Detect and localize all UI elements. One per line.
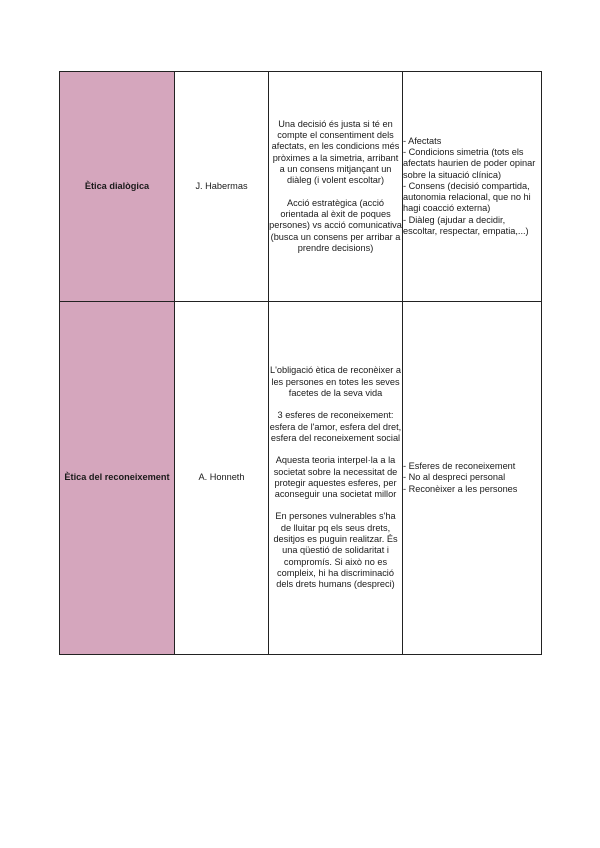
ethics-table xyxy=(59,71,542,655)
author-cell: A. Honneth xyxy=(175,302,269,655)
description-cell xyxy=(269,72,403,302)
key-points-cell xyxy=(403,302,542,655)
key-point: - Reconèixer a les persones xyxy=(403,483,518,494)
description-paragraph: L'obligació ètica de reconèixer a les persones en totes les seves facetes de la seva vida xyxy=(270,365,401,399)
key-points-cell xyxy=(403,72,542,302)
description-cell xyxy=(269,302,403,655)
key-point: - Condicions simetria (tots els afectats haurien de poder opinar sobre la situació clínica) xyxy=(403,146,536,180)
key-point: - No al despreci personal xyxy=(403,472,506,483)
ethics-name-cell: Ètica dialògica xyxy=(60,72,175,302)
author-cell: J. Habermas xyxy=(175,72,269,302)
key-point: - Afectats xyxy=(403,135,442,146)
key-point: - Diàleg (ajudar a decidir, escoltar, respectar, empatia,...) xyxy=(403,214,529,237)
description-paragraph: Aquesta teoria interpel·la a la societat sobre la necessitat de protegir aquestes esferes, per aconseguir una societat millor xyxy=(273,455,398,500)
description-paragraph: Acció estratègica (acció orientada al èxit de poques persones) vs acció comunicativa (busca un consens per arribar a prendre decisions) xyxy=(269,197,402,253)
description-paragraph: 3 esferes de reconeixement: esfera de l'amor, esfera del dret, esfera del reconeixement social xyxy=(269,410,402,443)
description-paragraph: En persones vulnerables s'ha de lluitar pq els seus drets, desitjos es puguin realitzar. És una qüestió de solidaritat i compromís. Si això no es compleix, hi ha discriminació dels drets humans (despreci) xyxy=(273,511,398,590)
ethics-name-cell: Ètica del reconeixement xyxy=(60,302,175,655)
key-point: - Consens (decisió compartida, autonomia relacional, que no hi hagi coacció externa) xyxy=(403,180,531,214)
key-point: - Esferes de reconeixement xyxy=(403,461,516,472)
description-paragraph: Una decisió és justa si té en compte el consentiment dels afectats, en les condicions més pròximes a la simetria, arribant a un consens mitjançant un diàleg (i volent escoltar) xyxy=(271,118,400,186)
table-row xyxy=(60,72,542,302)
table-row xyxy=(60,302,542,655)
